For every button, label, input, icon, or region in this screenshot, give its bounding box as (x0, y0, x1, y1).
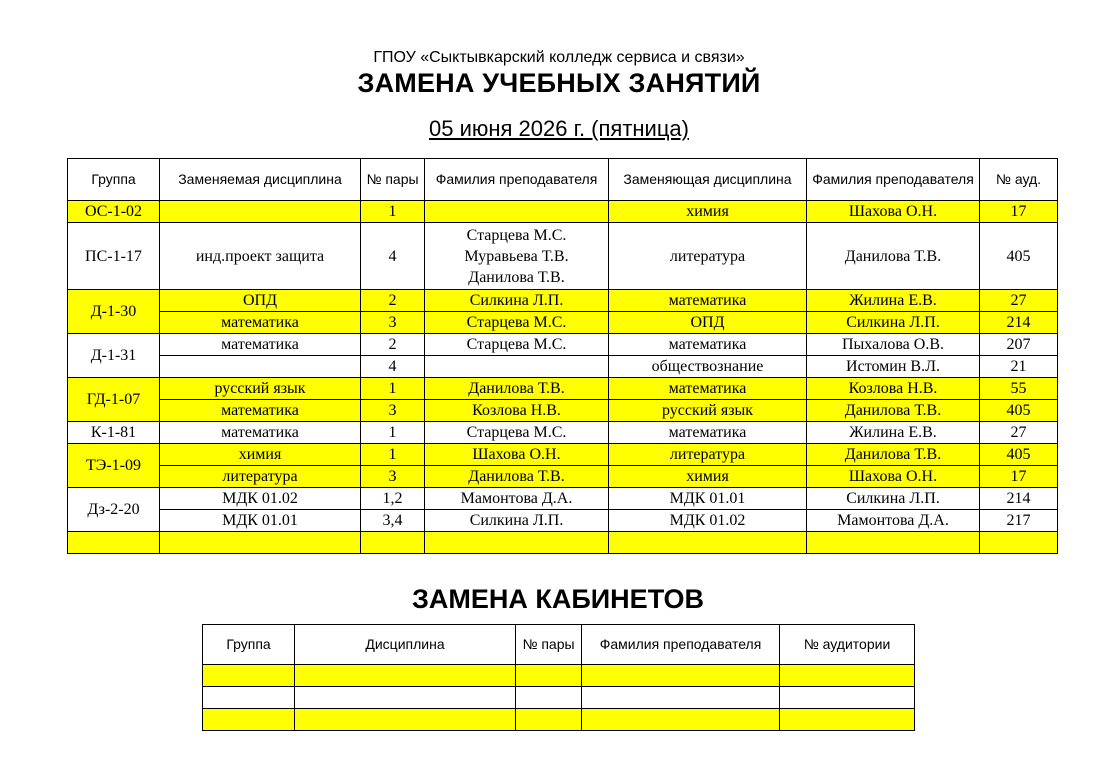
replacing-discipline-cell: литература (609, 223, 807, 290)
column-header-replacing-teacher: Фамилия преподавателя (807, 159, 980, 201)
teacher-cell: Шахова О.Н. (425, 444, 609, 466)
table-row (68, 400, 1058, 422)
pair-number-cell: 3 (361, 400, 425, 422)
group-cell: ОС-1-02 (68, 201, 160, 223)
replaced-discipline-cell (160, 356, 361, 378)
pair-number-cell: 3 (361, 312, 425, 334)
empty-cell (780, 687, 915, 709)
replacing-teacher-cell: Истомин В.Л. (807, 356, 980, 378)
replaced-discipline-cell: русский язык (160, 378, 361, 400)
pair-number-cell: 1 (361, 201, 425, 223)
pair-number-cell: 2 (361, 334, 425, 356)
room-cell: 21 (980, 356, 1058, 378)
replacing-discipline-cell: химия (609, 201, 807, 223)
empty-cell (295, 709, 516, 731)
empty-row (203, 665, 915, 687)
empty-cell (516, 709, 582, 731)
replacing-discipline-cell: МДК 01.02 (609, 510, 807, 532)
replacing-teacher-cell: Жилина Е.В. (807, 422, 980, 444)
replacing-discipline-cell: математика (609, 378, 807, 400)
empty-row (68, 532, 1058, 554)
empty-cell (516, 665, 582, 687)
empty-cell (516, 687, 582, 709)
teacher-cell: Силкина Л.П. (425, 290, 609, 312)
teacher-cell: Старцева М.С. (425, 422, 609, 444)
room-cell: 207 (980, 334, 1058, 356)
room-change-table-body (203, 665, 915, 731)
replacing-teacher-cell: Силкина Л.П. (807, 312, 980, 334)
pair-number-cell: 1 (361, 444, 425, 466)
group-cell: Д-1-30 (68, 290, 160, 334)
empty-cell (203, 709, 295, 731)
replaced-discipline-cell: ОПД (160, 290, 361, 312)
replaced-discipline-cell: инд.проект защита (160, 223, 361, 290)
room-cell: 214 (980, 488, 1058, 510)
column-header-group: Группа (203, 625, 295, 665)
room-cell: 27 (980, 290, 1058, 312)
pair-number-cell: 1 (361, 378, 425, 400)
empty-cell (295, 687, 516, 709)
teacher-name-line: Старцева М.С. (466, 226, 567, 244)
table-row (68, 444, 1058, 466)
group-cell: К-1-81 (68, 422, 160, 444)
replaced-discipline-cell: химия (160, 444, 361, 466)
table-header-row (68, 159, 1058, 201)
pair-number-cell: 4 (361, 356, 425, 378)
table-row (68, 312, 1058, 334)
column-header-pair-number: № пары (361, 159, 425, 201)
pair-number-cell: 2 (361, 290, 425, 312)
replacing-teacher-cell: Данилова Т.В. (807, 444, 980, 466)
pair-number-cell: 4 (361, 223, 425, 290)
room-cell: 17 (980, 466, 1058, 488)
replaced-discipline-cell: литература (160, 466, 361, 488)
empty-cell (160, 532, 361, 554)
group-cell: Д-1-31 (68, 334, 160, 378)
replaced-discipline-cell: математика (160, 312, 361, 334)
column-header-teacher: Фамилия преподавателя (425, 159, 609, 201)
table-row (68, 356, 1058, 378)
replacing-teacher-cell: Шахова О.Н. (807, 466, 980, 488)
table-row (68, 201, 1058, 223)
replaced-discipline-cell: МДК 01.02 (160, 488, 361, 510)
replaced-discipline-cell: математика (160, 334, 361, 356)
pair-number-cell: 1 (361, 422, 425, 444)
replaced-discipline-cell (160, 201, 361, 223)
teacher-name-line: Муравьева Т.В. (464, 247, 569, 265)
replacing-discipline-cell: математика (609, 422, 807, 444)
table-row (68, 378, 1058, 400)
column-header-pair-number: № пары (516, 625, 582, 665)
replaced-discipline-cell: математика (160, 422, 361, 444)
empty-cell (203, 665, 295, 687)
teacher-cell: Старцева М.С. (425, 312, 609, 334)
room-cell: 214 (980, 312, 1058, 334)
column-header-teacher: Фамилия преподавателя (582, 625, 780, 665)
empty-row (203, 709, 915, 731)
table-row (68, 290, 1058, 312)
table-row (68, 466, 1058, 488)
teacher-cell (425, 201, 609, 223)
page-title: ЗАМЕНА УЧЕБНЫХ ЗАНЯТИЙ (357, 68, 761, 98)
room-cell: 27 (980, 422, 1058, 444)
group-cell: ПС-1-17 (68, 223, 160, 290)
room-change-table (202, 624, 915, 731)
empty-cell (425, 532, 609, 554)
replacing-discipline-cell: русский язык (609, 400, 807, 422)
schedule-date: 05 июня 2026 г. (пятница) (429, 116, 689, 141)
empty-cell (609, 532, 807, 554)
table-row (68, 223, 1058, 290)
organization-name: ГПОУ «Сыктывкарский колледж сервиса и связи» (373, 49, 745, 66)
replacing-discipline-cell: математика (609, 334, 807, 356)
teacher-cell: Старцева М.С. (425, 334, 609, 356)
rooms-section-title: ЗАМЕНА КАБИНЕТОВ (411, 584, 705, 614)
column-header-group: Группа (68, 159, 160, 201)
replacing-teacher-cell: Данилова Т.В. (807, 223, 980, 290)
pair-number-cell: 1,2 (361, 488, 425, 510)
replacing-discipline-cell: обществознание (609, 356, 807, 378)
room-cell: 405 (980, 400, 1058, 422)
room-cell: 405 (980, 223, 1058, 290)
replacing-teacher-cell: Силкина Л.П. (807, 488, 980, 510)
room-cell: 217 (980, 510, 1058, 532)
pair-number-cell: 3,4 (361, 510, 425, 532)
column-header-replacing-discipline: Заменяющая дисциплина (609, 159, 807, 201)
teacher-cell (425, 223, 609, 290)
replacing-teacher-cell: Жилина Е.В. (807, 290, 980, 312)
room-cell: 405 (980, 444, 1058, 466)
replacing-discipline-cell: математика (609, 290, 807, 312)
column-header-room: № аудитории (780, 625, 915, 665)
replacing-discipline-cell: МДК 01.01 (609, 488, 807, 510)
table-row (68, 422, 1058, 444)
teacher-cell (425, 356, 609, 378)
empty-cell (582, 709, 780, 731)
teacher-cell: Данилова Т.В. (425, 466, 609, 488)
table-row (68, 334, 1058, 356)
teacher-cell: Силкина Л.П. (425, 510, 609, 532)
pair-number-cell: 3 (361, 466, 425, 488)
empty-cell (295, 665, 516, 687)
teacher-cell: Мамонтова Д.А. (425, 488, 609, 510)
room-cell: 17 (980, 201, 1058, 223)
empty-cell (203, 687, 295, 709)
teacher-cell: Козлова Н.В. (425, 400, 609, 422)
empty-cell (361, 532, 425, 554)
empty-cell (780, 665, 915, 687)
table-row (68, 488, 1058, 510)
substitution-table-body (68, 201, 1058, 554)
column-header-discipline: Дисциплина (295, 625, 516, 665)
substitution-table (67, 158, 1058, 554)
replacing-teacher-cell: Мамонтова Д.А. (807, 510, 980, 532)
group-cell: Дз-2-20 (68, 488, 160, 532)
replaced-discipline-cell: МДК 01.01 (160, 510, 361, 532)
empty-cell (68, 532, 160, 554)
group-cell: ГД-1-07 (68, 378, 160, 422)
room-cell: 55 (980, 378, 1058, 400)
replacing-discipline-cell: химия (609, 466, 807, 488)
group-cell: ТЭ-1-09 (68, 444, 160, 488)
replaced-discipline-cell: математика (160, 400, 361, 422)
replacing-discipline-cell: литература (609, 444, 807, 466)
replacing-discipline-cell: ОПД (609, 312, 807, 334)
empty-cell (582, 687, 780, 709)
replacing-teacher-cell: Козлова Н.В. (807, 378, 980, 400)
empty-row (203, 687, 915, 709)
table-header-row (203, 625, 915, 665)
empty-cell (980, 532, 1058, 554)
column-header-room: № ауд. (980, 159, 1058, 201)
empty-cell (582, 665, 780, 687)
column-header-replaced-discipline: Заменяемая дисциплина (160, 159, 361, 201)
teacher-name-line: Данилова Т.В. (468, 268, 565, 286)
empty-cell (780, 709, 915, 731)
table-row (68, 510, 1058, 532)
empty-cell (807, 532, 980, 554)
replacing-teacher-cell: Данилова Т.В. (807, 400, 980, 422)
replacing-teacher-cell: Шахова О.Н. (807, 201, 980, 223)
teacher-cell: Данилова Т.В. (425, 378, 609, 400)
replacing-teacher-cell: Пыхалова О.В. (807, 334, 980, 356)
